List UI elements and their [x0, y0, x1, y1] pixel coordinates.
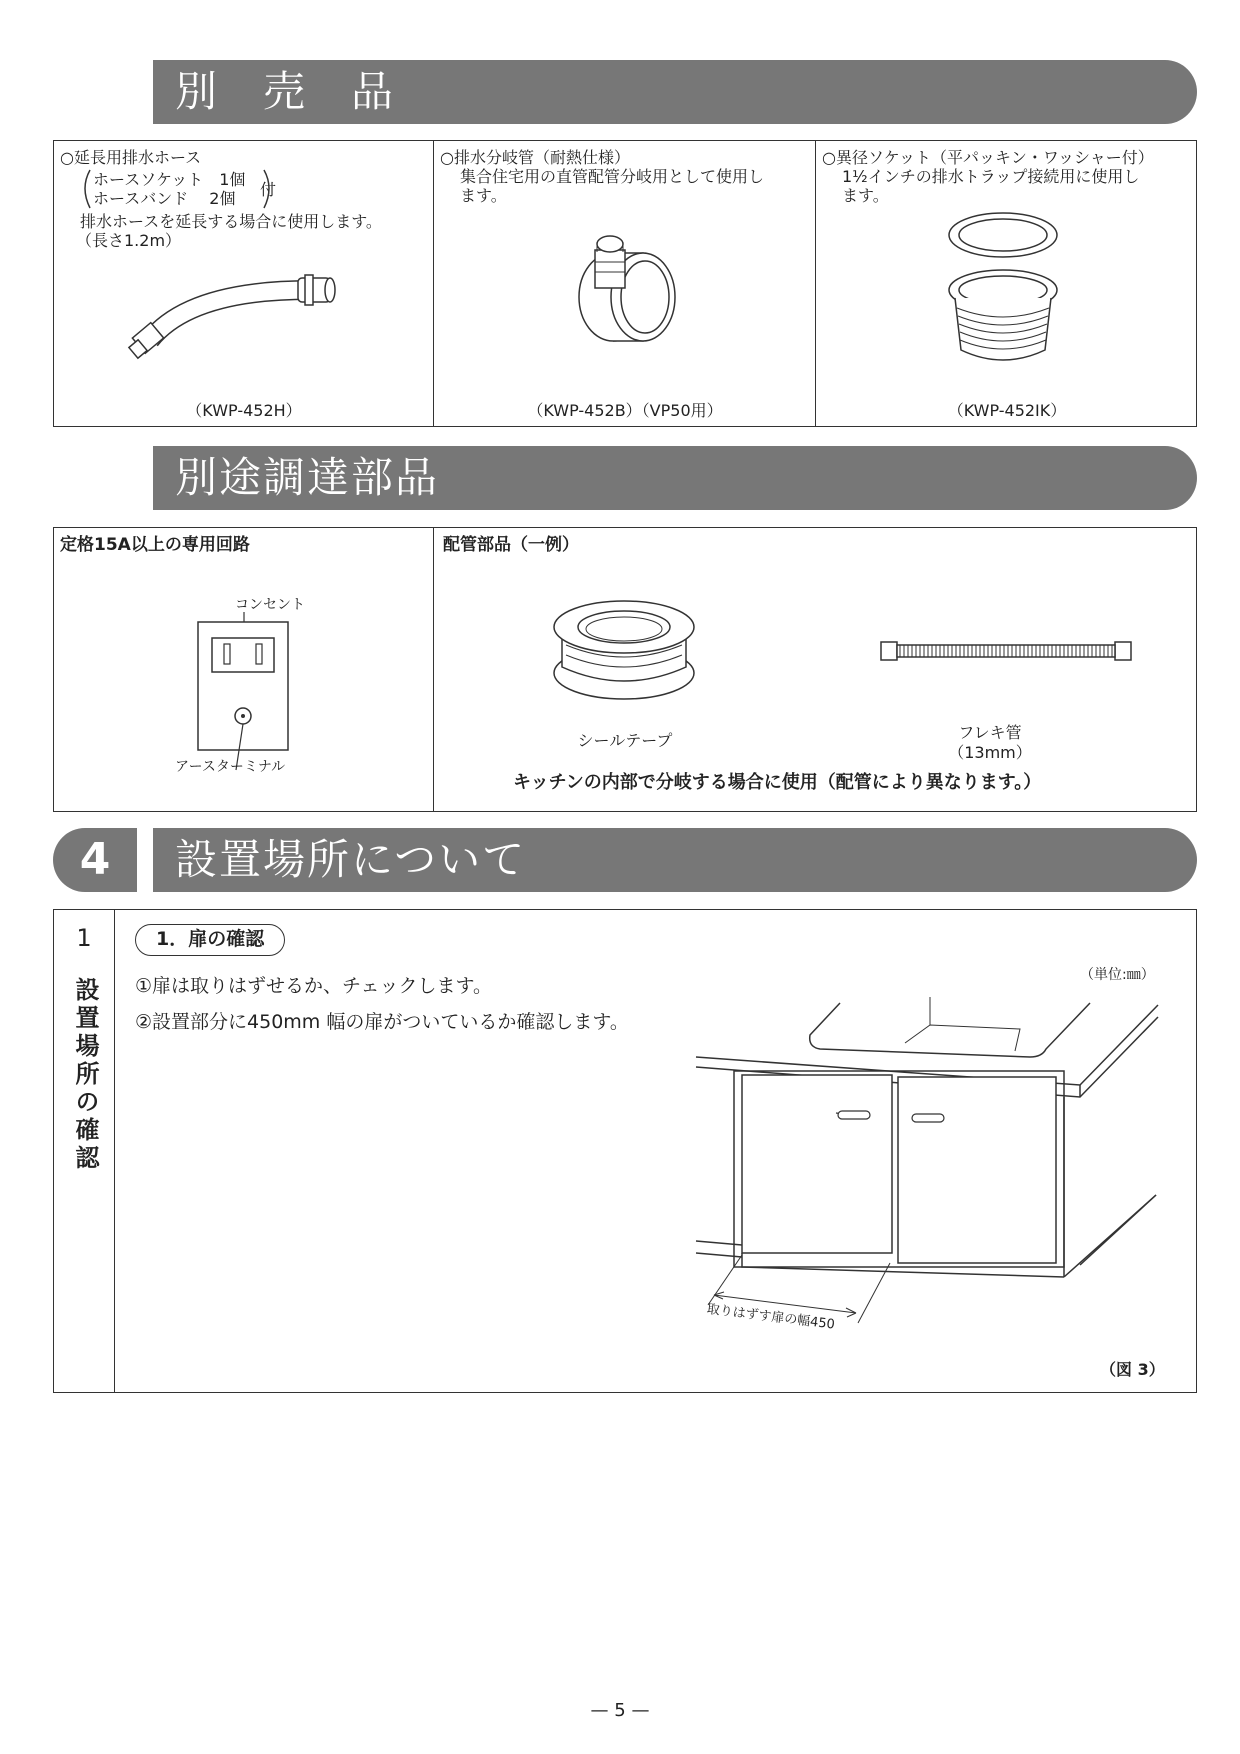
location-banner [153, 828, 1197, 892]
figure-label: （図 3） [1100, 1360, 1165, 1379]
item-line: 1½インチの排水トラップ接続用に使用し [842, 167, 1140, 186]
item-caption: （KWP-452B）（VP50用） [527, 401, 723, 420]
table-divider [433, 527, 434, 812]
item-heading: ○異径ソケット（平パッキン・ワッシャー付） [822, 148, 1154, 167]
drain-hose-icon [130, 270, 360, 360]
vertical-label: 設置場所の確認 [71, 977, 99, 1173]
item-line: 集合住宅用の直管配管分岐用として使用し [460, 167, 765, 186]
outlet-icon [196, 612, 292, 772]
flex-pipe-icon [880, 638, 1132, 664]
item-line: （長さ1.2m） [76, 231, 182, 250]
procured-parts-banner [153, 446, 1197, 510]
location-title: 設置場所について [175, 835, 527, 884]
check-item: ①扉は取りはずせるか、チェックします。 [135, 975, 492, 997]
item-line: ます。 [460, 186, 507, 205]
outlet-label: コンセント [235, 597, 305, 613]
kitchen-cabinet-figure [690, 995, 1170, 1335]
item-line: ホースソケット 1個 [93, 170, 246, 189]
door-check-pill: 1．扉の確認 [135, 924, 285, 956]
terminal-label: アースターミナル [175, 759, 286, 775]
optional-parts-banner [153, 60, 1197, 124]
seal-tape-label: シールテープ [577, 731, 673, 750]
piping-note: キッチンの内部で分岐する場合に使用（配管により異なります。） [513, 772, 1042, 793]
bracket-icon [78, 168, 278, 212]
item-line: 排水ホースを延長する場合に使用します。 [80, 212, 382, 231]
item-line: ます。 [842, 186, 889, 205]
flex-pipe-size: （13mm） [948, 743, 1032, 762]
page-number: — 5 — [590, 1700, 650, 1721]
table-divider [114, 909, 115, 1393]
section-number: 4 [53, 828, 137, 892]
item-heading: ○排水分岐管（耐熱仕様） [440, 148, 630, 167]
optional-parts-title: 別 売 品 [175, 67, 396, 116]
item-caption: （KWP-452IK） [947, 401, 1067, 420]
piping-heading: 配管部品（一例） [443, 535, 579, 555]
dimension-label: 取りはずす扉の幅450 [705, 1301, 836, 1333]
seal-tape-icon [552, 595, 697, 705]
table-divider [815, 140, 816, 427]
unit-label: （単位:㎜） [1080, 967, 1155, 983]
table-divider [433, 140, 434, 427]
item-caption: （KWP-452H） [186, 401, 302, 420]
flex-pipe-label: フレキ管 [958, 723, 1022, 742]
step-number: 1 [76, 924, 92, 952]
branch-pipe-icon [565, 232, 685, 362]
reducer-socket-icon [945, 210, 1065, 370]
procured-parts-title: 別途調達部品 [175, 453, 440, 502]
check-item: ②設置部分に450mm 幅の扉がついているか確認します。 [135, 1011, 629, 1033]
circuit-heading: 定格15A以上の専用回路 [60, 535, 250, 555]
item-line: ホースバンド 2個 [93, 189, 236, 208]
item-heading: ○延長用排水ホース [60, 148, 202, 167]
item-line: 付 [260, 180, 277, 199]
